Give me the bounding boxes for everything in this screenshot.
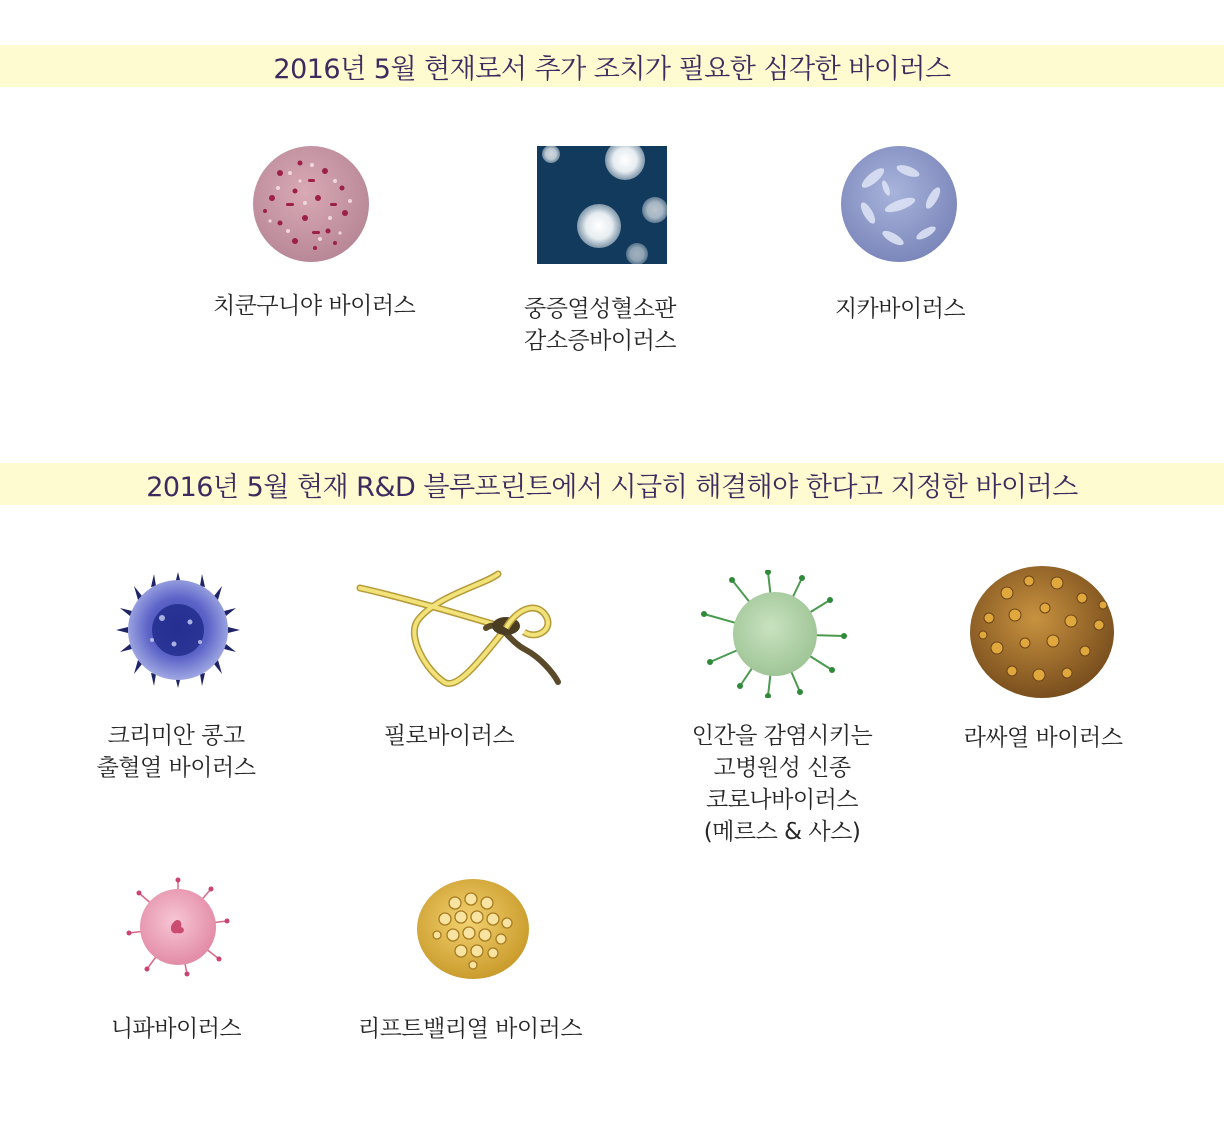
- section-title-serious-viruses: 2016년 5월 현재로서 추가 조치가 필요한 심각한 바이러스: [0, 45, 1224, 87]
- virus-label-nipah: 니파바이러스: [110, 1016, 242, 1042]
- sfts-virus-icon: [537, 146, 667, 264]
- rift-valley-virus-icon: [415, 877, 531, 981]
- nipah-virus-icon: [125, 877, 231, 977]
- coronavirus-icon: [700, 570, 850, 698]
- lassa-virus-icon: [967, 563, 1117, 701]
- chikungunya-virus-icon: [250, 143, 372, 265]
- virus-label-zika: 지카바이러스: [834, 296, 966, 322]
- crimean-congo-virus-icon: [112, 570, 244, 690]
- section-title-rd-blueprint-viruses: 2016년 5월 현재 R&D 블루프린트에서 시급히 해결해야 한다고 지정한 바이러스: [0, 463, 1224, 505]
- zika-virus-icon: [838, 143, 960, 265]
- virus-label-crimean-congo: 크리미안 콩고 출혈열 바이러스: [96, 723, 256, 781]
- virus-label-chikungunya: 치쿤구니야 바이러스: [213, 293, 416, 319]
- virus-label-sfts: 중증열성혈소판 감소증바이러스: [523, 296, 677, 354]
- virus-label-filovirus: 필로바이러스: [383, 723, 515, 749]
- virus-label-rift-valley: 리프트밸리열 바이러스: [358, 1016, 582, 1042]
- filovirus-icon: [356, 570, 566, 692]
- virus-label-coronavirus: 인간을 감염시키는 고병원성 신종 코로나바이러스 (메르스 & 사스): [691, 723, 873, 845]
- virus-label-lassa: 라싸열 바이러스: [963, 725, 1123, 751]
